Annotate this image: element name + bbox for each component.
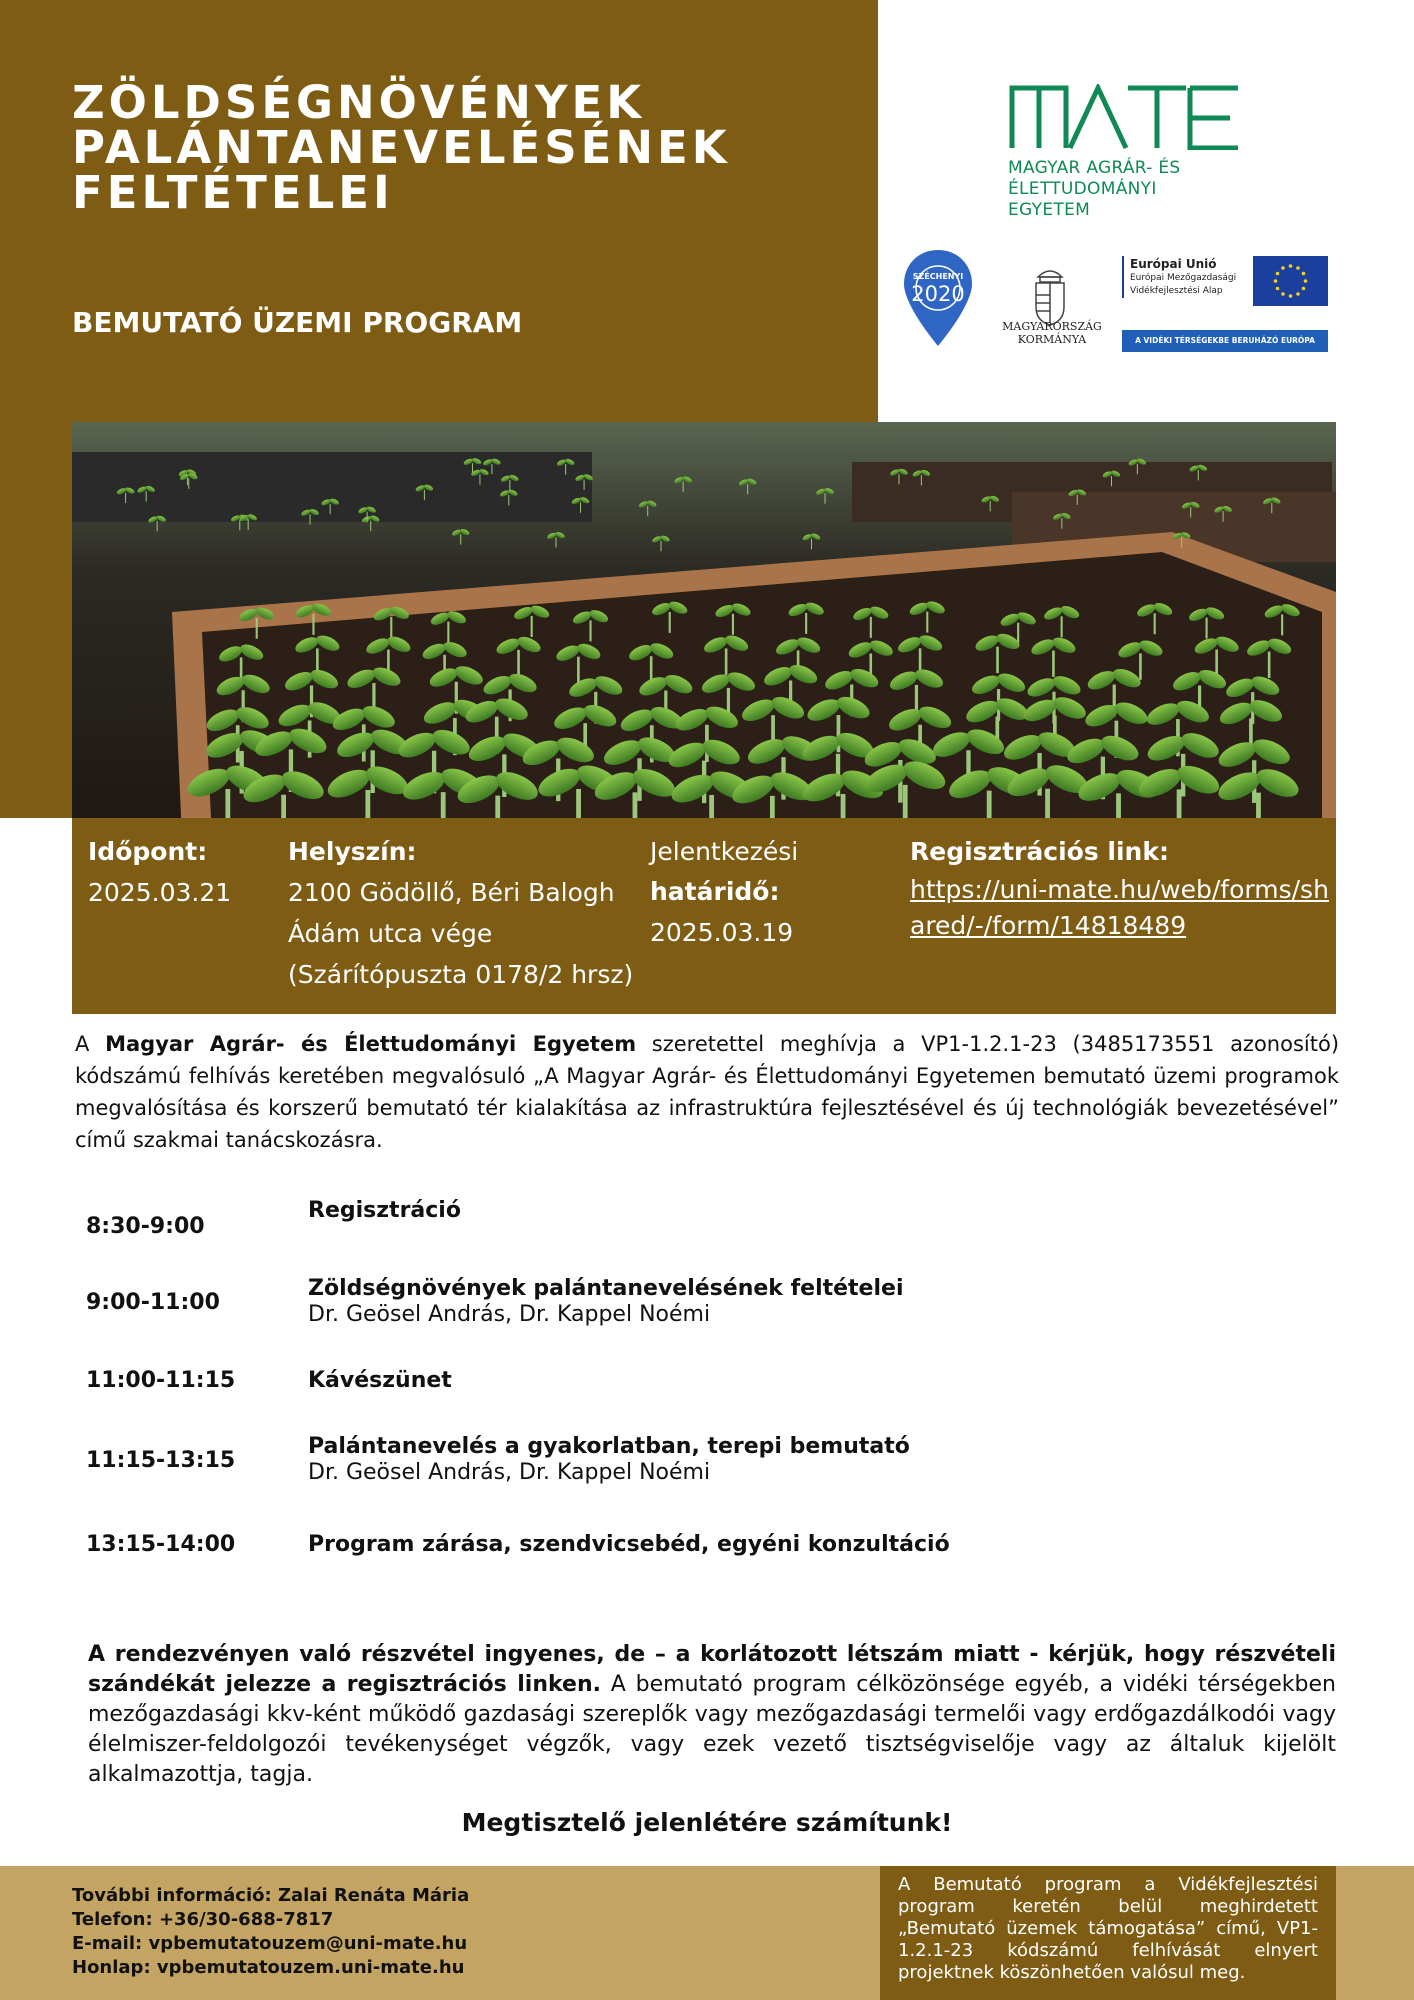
mate-subtitle-line: MAGYAR AGRÁR- ÉS	[1008, 158, 1181, 178]
eu-star-icon	[1302, 272, 1306, 276]
contact-phone: Telefon: +36/30-688-7817	[72, 1909, 334, 1930]
deadline-value: 2025.03.19	[650, 918, 794, 947]
seedlings-image-icon	[72, 422, 1336, 838]
schedule-time: 9:00-11:00	[86, 1290, 220, 1315]
closing-line: Megtisztelő jelenlétére számítunk!	[461, 1808, 953, 1837]
eu-star-icon	[1289, 294, 1293, 298]
intro-prefix: A	[75, 1032, 106, 1056]
eu-text	[1122, 256, 1252, 298]
government-label	[996, 320, 1108, 346]
deadline-label: határidő:	[650, 877, 780, 906]
notice-text: A bemutató program célközönsége egyéb, a vidéki térségekben mezőgazdasági kkv-ként működő gazdasági szereplők vagy mezőgazdasági termelői vagy erdőgazdálkodói vagy élelmiszer-feldolgozói tevékenységet végzők, vagy ezek vezető tisztségviselője vagy az általuk kijelölt alkalmazottja, tagja.	[88, 1672, 1336, 1787]
mate-wordmark-icon	[1008, 84, 1240, 150]
location-block	[288, 832, 633, 995]
intro-text: szeretettel meghívja a VP1-1.2.1-23 (3485173551 azonosító) kódszámú felhívás keretében megvalósuló „A Magyar Agrár- és Élettudományi Egyetemen bemutató üzemi programok megvalósítása és korszerű bemutató tér kialakítása az infrastruktúra fejlesztésével és új technológiák bevezetésével” című szakmai tanácskozásra.	[75, 1032, 1340, 1152]
page-subtitle: BEMUTATÓ ÜZEMI PROGRAM	[72, 306, 523, 339]
intro-organization: Magyar Agrár- és Élettudományi Egyetem	[105, 1032, 637, 1056]
eu-fund-line: Vidékfejlesztési Alap	[1130, 286, 1223, 296]
eu-star-icon	[1296, 292, 1300, 296]
date-value: 2025.03.21	[88, 878, 232, 907]
eu-star-icon	[1281, 292, 1285, 296]
deadline-label: Jelentkezési	[650, 837, 799, 866]
szechenyi-label: SZÉCHENYI	[912, 272, 964, 281]
location-line: Ádám utca vége	[288, 919, 493, 948]
schedule-title: Zöldségnövények palántanevelésének feltételei	[308, 1276, 904, 1301]
eu-star-icon	[1276, 272, 1280, 276]
event-info-band	[72, 818, 1336, 1014]
participation-notice	[88, 1640, 1336, 1790]
eu-star-icon	[1296, 266, 1300, 270]
government-line: KORMÁNYA	[1017, 333, 1087, 346]
title-line: FELTÉTELEI	[72, 166, 394, 219]
eu-star-icon	[1274, 279, 1278, 283]
mate-logo	[1008, 84, 1244, 221]
registration-block	[910, 832, 1330, 944]
page-title	[72, 76, 832, 219]
title-line: PALÁNTANEVELÉSÉNEK	[72, 121, 731, 174]
notice-bold: A rendezvényen való részvétel ingyenes, de – a korlátozott létszám miatt - kérjük, hogy részvételi szándékát jelezze a regisztrációs linken.	[88, 1642, 1336, 1697]
contact-website: Honlap: vpbemutatouzem.uni-mate.hu	[72, 1957, 465, 1978]
eu-star-icon	[1302, 287, 1306, 291]
schedule-title: Palántanevelés a gyakorlatban, terepi bemutató	[308, 1434, 910, 1459]
eu-title: Európai Unió	[1130, 257, 1217, 271]
eu-flag-icon	[1253, 256, 1328, 306]
registration-label: Regisztrációs link:	[910, 837, 1169, 866]
location-line: (Szárítópuszta 0178/2 hrsz)	[288, 960, 634, 989]
eu-star-icon	[1289, 264, 1293, 268]
contact-email: E-mail: vpbemutatouzem@uni-mate.hu	[72, 1933, 468, 1954]
deadline-block	[650, 832, 798, 953]
government-line: MAGYARORSZÁG	[1002, 320, 1102, 333]
contact-info	[72, 1884, 469, 1980]
mate-subtitle	[1008, 158, 1244, 221]
schedule-time: 11:15-13:15	[86, 1448, 236, 1473]
eu-banner: A VIDÉKI TÉRSÉGEKBE BERUHÁZÓ EURÓPA	[1122, 330, 1328, 352]
eu-star-icon	[1304, 279, 1308, 283]
date-label: Időpont:	[88, 837, 208, 866]
contact-person: További információ: Zalai Renáta Mária	[72, 1885, 470, 1906]
intro-paragraph	[75, 1028, 1339, 1156]
seedlings-photo	[72, 422, 1336, 838]
funding-note: A Bemutató program a Vidékfejlesztési program keretén belül meghirdetett „Bemutató üzemek támogatása” című, VP1-1.2.1-23 kódszámú felhívását elnyert projektnek köszönhetően valósul meg.	[880, 1866, 1336, 2000]
eu-star-icon	[1276, 287, 1280, 291]
eu-logo	[1122, 256, 1330, 352]
szechenyi-year: 2020	[911, 282, 965, 306]
location-line: 2100 Gödöllő, Béri Balogh	[288, 878, 615, 907]
location-label: Helyszín:	[288, 837, 417, 866]
schedule-title: Kávészünet	[308, 1368, 452, 1393]
eu-fund-line: Európai Mezőgazdasági	[1130, 273, 1237, 283]
mate-subtitle-line: ÉLETTUDOMÁNYI EGYETEM	[1008, 179, 1157, 220]
eu-star-icon	[1281, 266, 1285, 270]
schedule-title: Regisztráció	[308, 1198, 461, 1223]
schedule-time: 8:30-9:00	[86, 1214, 205, 1239]
schedule-title: Program zárása, szendvicsebéd, egyéni konzultáció	[308, 1532, 950, 1557]
schedule-time: 13:15-14:00	[86, 1532, 236, 1557]
schedule-time: 11:00-11:15	[86, 1368, 236, 1393]
schedule-speakers: Dr. Geösel András, Dr. Kappel Noémi	[308, 1460, 711, 1485]
date-block	[88, 832, 231, 913]
schedule-speakers: Dr. Geösel András, Dr. Kappel Noémi	[308, 1302, 711, 1327]
sponsor-logos	[900, 248, 1330, 358]
registration-link[interactable]: https://uni-mate.hu/web/forms/shared/-/form/14818489	[910, 875, 1329, 940]
title-line: ZÖLDSÉGNÖVÉNYEK	[72, 76, 646, 129]
mate-wordmark-text: MATE	[1008, 84, 1011, 85]
